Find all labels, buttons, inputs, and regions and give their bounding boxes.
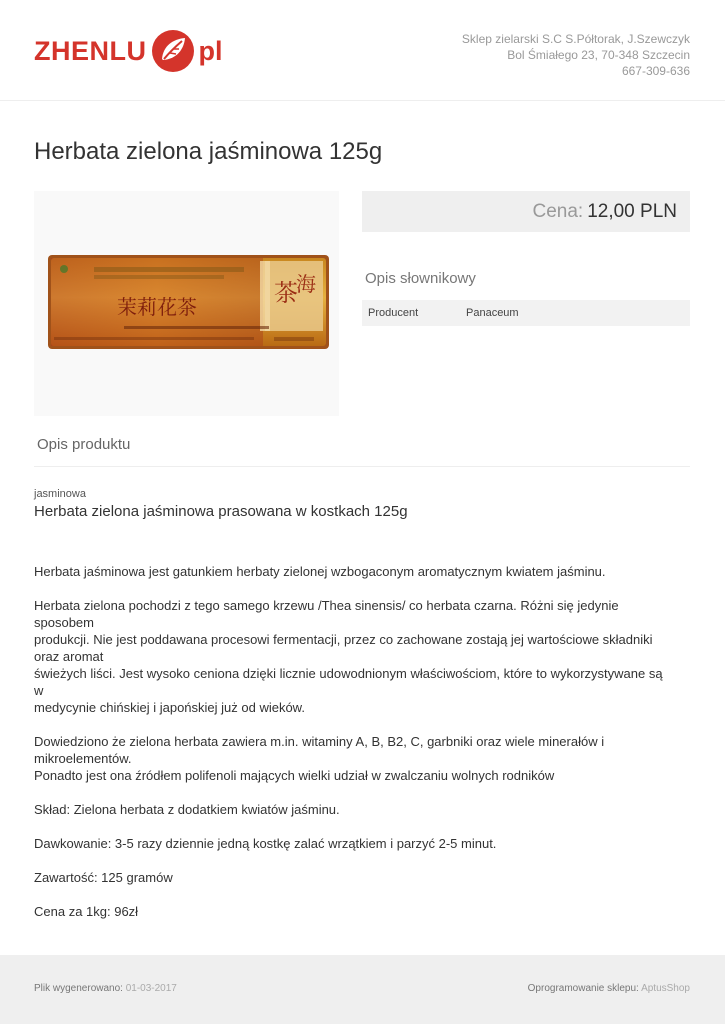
tea-box-illustration [34,191,339,416]
page-header [0,0,725,101]
paragraph-dosage [34,835,690,852]
text-line: Dawkowanie: 3-5 razy dziennie jedną kostkę zalać wrzątkiem i parzyć 2-5 minut. [34,836,497,851]
product-title: Herbata zielona jaśminowa 125g [34,138,383,165]
description-subtitle: Herbata zielona jaśminowa prasowana w kostkach 125g [34,503,408,520]
logo-text: ZHENLU [34,35,147,66]
text-line: świeżych liści. Jest wysoko ceniona dzięki licznie udowodnionym właściwościom, które to wykorzystywane są [34,666,663,681]
box-chinese-title: 茉莉花茶 [117,295,197,319]
description-body [34,563,690,920]
paragraph-unit-price [34,903,690,920]
text-line: Zawartość: 125 gramów [34,870,173,885]
svg-text:海: 海 [296,272,316,296]
shop-name: Sklep zielarski S.C S.Półtorak, J.Szewczyk [461,32,690,46]
price-box [362,191,690,232]
software-label: Oprogramowanie sklepu: [527,983,639,994]
logo-suffix: pl [198,35,223,66]
software-link[interactable]: AptusShop [641,983,690,994]
paragraph-content [34,869,690,886]
svg-text:茶: 茶 [274,279,298,307]
product-tag: jasminowa [34,488,86,500]
text-line: Cena za 1kg: 96zł [34,904,139,919]
dictionary-key: Producent [368,307,419,319]
price [533,201,678,223]
price-label: Cena: [532,201,584,222]
text-line: Herbata jaśminowa jest gatunkiem herbaty zielonej wzbogaconym aromatycznym kwiatem jaśminu. [34,564,606,579]
text-line: Dowiedziono że zielona herbata zawiera m.in. witaminy A, B, B2, C, garbniki oraz wiele minerałów i [34,734,605,749]
text-line: sposobem [34,615,94,630]
dictionary-row [362,300,690,326]
text-line: Herbata zielona pochodzi z tego samego krzewu /Thea sinensis/ co herbata czarna. Różni się jedynie [34,598,619,613]
dictionary-value: Panaceum [466,307,519,319]
generated-date: 01-03-2017 [125,983,177,994]
generated-label: Plik wygenerowano: [34,983,123,994]
paragraph-vitamins [34,733,690,784]
text-line: mikroelementów. [34,751,132,766]
product-image[interactable] [34,191,339,416]
price-value: 12,00 PLN [587,201,677,222]
logo[interactable] [34,28,223,74]
generated-info [34,983,177,994]
text-line: medycynie chińskiej i japońskiej już od wieków. [34,700,305,715]
shop-address: Bol Śmiałego 23, 70-348 Szczecin [507,48,690,62]
text-line: produkcji. Nie jest poddawana procesowi fermentacji, przez co zachowane zostają jej wartościowe składniki [34,632,653,647]
paragraph-composition [34,801,690,818]
text-line: Skład: Zielona herbata z dodatkiem kwiatów jaśminu. [34,802,340,817]
software-info [528,983,690,994]
logo-leaf-icon [151,29,195,73]
text-line: w [34,683,44,698]
shop-contact [462,31,690,79]
paragraph-origin [34,597,690,716]
text-line: Ponadto jest ona źródłem polifenoli mających wielki udział w zwalczaniu wolnych rodników [34,768,555,783]
dictionary-title: Opis słownikowy [365,270,476,287]
description-heading: Opis produktu [37,436,131,453]
shop-phone: 667-309-636 [621,64,690,78]
text-line: oraz aromat [34,649,104,664]
description-divider [34,466,690,467]
paragraph-intro [34,563,690,580]
page-footer [0,955,725,1024]
